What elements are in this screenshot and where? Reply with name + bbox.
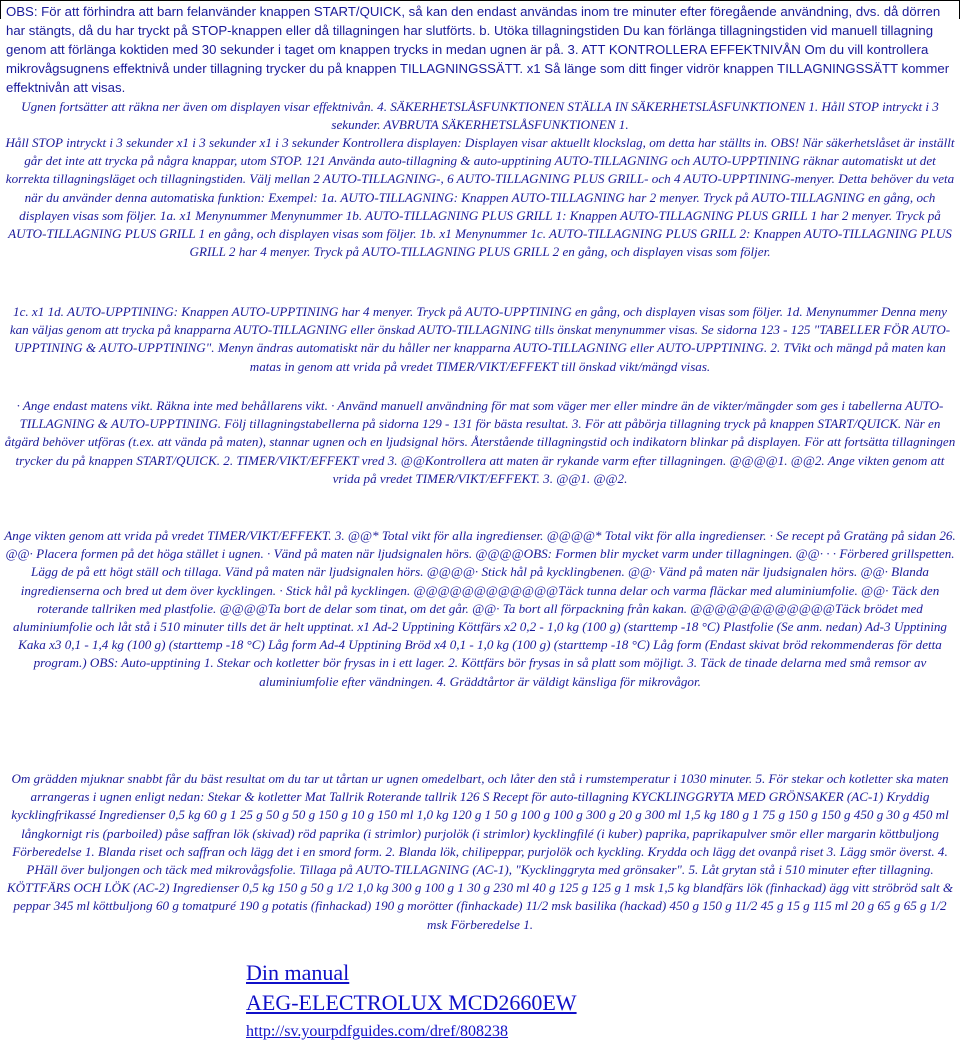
paragraph-3: 1c. x1 1d. AUTO-UPPTINING: Knappen AUTO-UPPTINING har 4 menyer. Tryck på AUTO-UPPTINING en gång, och displayen visas som följer. 1d. Menynummer Denna meny kan väljas genom att trycka på knapparna AUTO-TILLAGNING eller önskad AUTO-TILLAGNING tills önskat menynummer visas. Se sidorna 123 - 125 "TABELLER FÖR AUTO-UPPTINING & AUTO-UPPTINING". Menyn ändras automatiskt när du håller ner knapparna AUTO-TILLAGNING eller AUTO-UPPTINING. 2. TVikt och mängd på maten kan matas in genom att vrida på vredet TIMER/VIKT/EFFEKT till önskad vikt/mängd visas. [9, 304, 951, 374]
paragraph-5: Ange vikten genom att vrida på vredet TIMER/VIKT/EFFEKT. 3. @@* Total vikt för alla ingredienser. @@@@* Total vikt för alla ingredienser. · Se recept på Gratäng på sidan 26. @@· Placera formen på det höga stället i ugnen. · Vänd på maten när ljudsignalen hörs. @@@@OBS: Formen blir mycket varm under tillagningen. @@· · · Förbered grillspetten. Lägg de på ett högt ställ och tillaga. Vänd på maten när ljudsignalen hörs. @@@@· Stick hål på kycklingbenen. @@· Vänd på maten när ljudsignalen hörs. @@· Blanda ingredienserna och bred ut dem över kycklingen. · Stick hål på kycklingen. @@@@@@@@@@@@Täck tunna delar och varma fläckar med aluminiumfolie. @@· Täck den roterande tallriken med plastfolie. @@@@Ta bort de delar som tinat, om det går. @@· Ta bort all förpackning från kakan. @@@@@@@@@@@@Täck brödet med aluminiumfolie och låt stå i 510 minuter tills det är helt upptinat. x1 Ad-2 Upptining Köttfärs x2 0,2 - 1,0 kg (100 g) (starttemp -18 °C) Plastfolie (Se anm. nedan) Ad-3 Upptining Kaka x3 0,1 - 1,4 kg (100 g) (starttemp -18 °C) Låg form Ad-4 Upptining Bröd x4 0,1 - 1,0 kg (100 g) (starttemp -18 °C) Låg form (Endast skivat bröd rekommenderas för detta program.) OBS: Auto-upptining 1. Stekar och kotletter bör frysas in i ett lager. 2. Köttfärs bör frysas in så platt som möjligt. 3. Täck de tinade delarna med små remsor av aluminiumfolie efter vändningen. 4. Gräddtårtor är väldigt känsliga för mikrovågor. [4, 528, 956, 689]
paragraph-2: Håll STOP intryckt i 3 sekunder x1 i 3 sekunder x1 i 3 sekunder Kontrollera displayen: Displayen visar aktuellt klockslag, om detta har ställts in. OBS! När säkerhetslåset är inställt går det inte att trycka på några knappar, utom STOP. 121 Använda auto-tillagning & auto-upptining AUTO-TILLAGNING och AUTO-UPPTINING räknar automatiskt ut det korrekta tillagningsläget och tillagningstiden. Välj mellan 2 AUTO-TILLAGNING-, 6 AUTO-TILLAGNING PLUS GRILL- och 4 AUTO-UPPTINING-menyer. Detta behöver du veta när du använder denna automatiska funktion: Exempel: 1a. AUTO-TILLAGNING: Knappen AUTO-TILLAGNING har 2 menyer. Tryck på AUTO-TILLAGNING en gång, och displayen visas som följer. 1a. x1 Menynummer Menynummer 1b. AUTO-TILLAGNING PLUS GRILL 1: Knappen AUTO-TILLAGNING PLUS GRILL 1 har 2 menyer. Tryck på AUTO-TILLAGNING PLUS GRILL 1 en gång, och displayen visas som följer. 1b. x1 Menynummer 1c. AUTO-TILLAGNING PLUS GRILL 2: Knappen AUTO-TILLAGNING PLUS GRILL 2 har 4 menyer. Tryck på AUTO-TILLAGNING PLUS GRILL 2 en gång, och displayen visas som följer. [5, 135, 955, 260]
footer-product-link[interactable]: AEG-ELECTROLUX MCD2660EW [246, 990, 577, 1015]
paragraph-6: Om grädden mjuknar snabbt får du bäst resultat om du tar ut tårtan ur ugnen omedelbart, och låter den stå i rumstemperatur i 1030 minuter. 5. För stekar och kotletter ska maten arrangeras i ugnen enligt nedan: Stekar & kotletter Mat Tallrik Roterande tallrik 126 S Recept för auto-tillagning KYCKLINGGRYTA MED GRÖNSAKER (AC-1) Kryddig kycklingfrikassé Ingredienser 0,5 kg 60 g 1 25 g 50 g 50 g 150 g 10 g 150 ml 1,0 kg 120 g 1 50 g 100 g 100 g 300 g 20 g 300 ml 1,5 kg 180 g 1 75 g 150 g 150 g 450 g 30 g 450 ml långkornigt ris (parboiled) påse saffran lök (skivad) röd paprika (i strimlor) purjolök (i strimlor) kycklingfilé (i kuber) paprika, paprikapulver smör eller margarin köttbuljong Förberedelse 1. Blanda riset och saffran och lägg det i en smord form. 2. Blanda lök, chilipeppar, purjolök och kyckling. Krydda och lägg det ovanpå riset 3. Lägg smör överst. 4. PHäll över buljongen och täck med mikrovågsfolie. Tillaga på AUTO-TILLAGNING (AC-1), "Kycklinggryta med grönsaker". 5. Låt grytan stå i 510 minuter efter tillagning. KÖTTFÄRS OCH LÖK (AC-2) Ingredienser 0,5 kg 150 g 50 g 1/2 1,0 kg 300 g 100 g 1 30 g 230 ml 40 g 125 g 125 g 1 msk 1,5 kg blandfärs lök (finhackad) ägg vitt ströbröd salt & peppar 345 ml köttbuljong 60 g tomatpuré 190 g potatis (finhackad) 190 g morötter (finhackade) 11/2 msk basilika (hackad) 450 g 150 g 11/2 45 g 15 g 115 ml 20 g 65 g 65 g 1/2 msk Förberedelse 1. [6, 771, 954, 932]
paragraph-4: · Ange endast matens vikt. Räkna inte med behållarens vikt. · Använd manuell användning för mat som väger mer eller mindre än de vikter/mängder som ges i tabellerna AUTO-TILLAGNING & AUTO-UPPTINING. Följ tillagningstabellerna på sidorna 129 - 131 för bästa resultat. 3. För att påbörja tillagning tryck på knappen START/QUICK. När en åtgärd behöver utföras (t.ex. att vända på maten), stannar ugnen och en ljudsignal hörs. Återstående tillagningstid och indikatorn blinkar på displayen. För att fortsätta tillagningen trycker du på knappen START/QUICK. 2. TIMER/VIKT/EFFEKT vred 3. @@Kontrollera att maten är rykande varm efter tillagningen. @@@@1. @@2. Ange vikten genom att vrida på vredet TIMER/VIKT/EFFEKT. 3. @@1. @@2. [4, 398, 956, 486]
footer-manual-link[interactable]: Din manual [246, 960, 350, 985]
paragraph-1: Ugnen fortsätter att räkna ner även om displayen visar effektnivån. 4. SÄKERHETSLÅSFUNKTIONEN STÄLLA IN SÄKERHETSLÅSFUNKTIONEN 1. Håll STOP intryckt i 3 sekunder. AVBRUTA SÄKERHETSLÅSFUNKTIONEN 1. [21, 99, 939, 133]
footer-url-link[interactable]: http://sv.yourpdfguides.com/dref/808238 [246, 1023, 509, 1040]
intro-note: OBS: För att förhindra att barn felanvänder knappen START/QUICK, så kan den endast användas inom tre minuter efter föregående användning, dvs. då dörren har stängts, då du har tryckt på STOP-knappen eller då tillagningen har slutförts. b. Utöka tillagningstiden Du kan förlänga tillagningstiden vid manuell tillagning genom att förlänga koktiden med 30 sekunder i taget om knappen trycks in medan ugnen är på. 3. ATT KONTROLLERA EFFEKTNIVÅN Om du vill kontrollera mikrovågsugnens effektnivå under tillagning trycker du på knappen TILLAGNINGSSÄTT. x1 Så länge som ditt finger vidrör knappen TILLAGNINGSSÄTT kommer effektnivån att visas. [6, 4, 950, 95]
